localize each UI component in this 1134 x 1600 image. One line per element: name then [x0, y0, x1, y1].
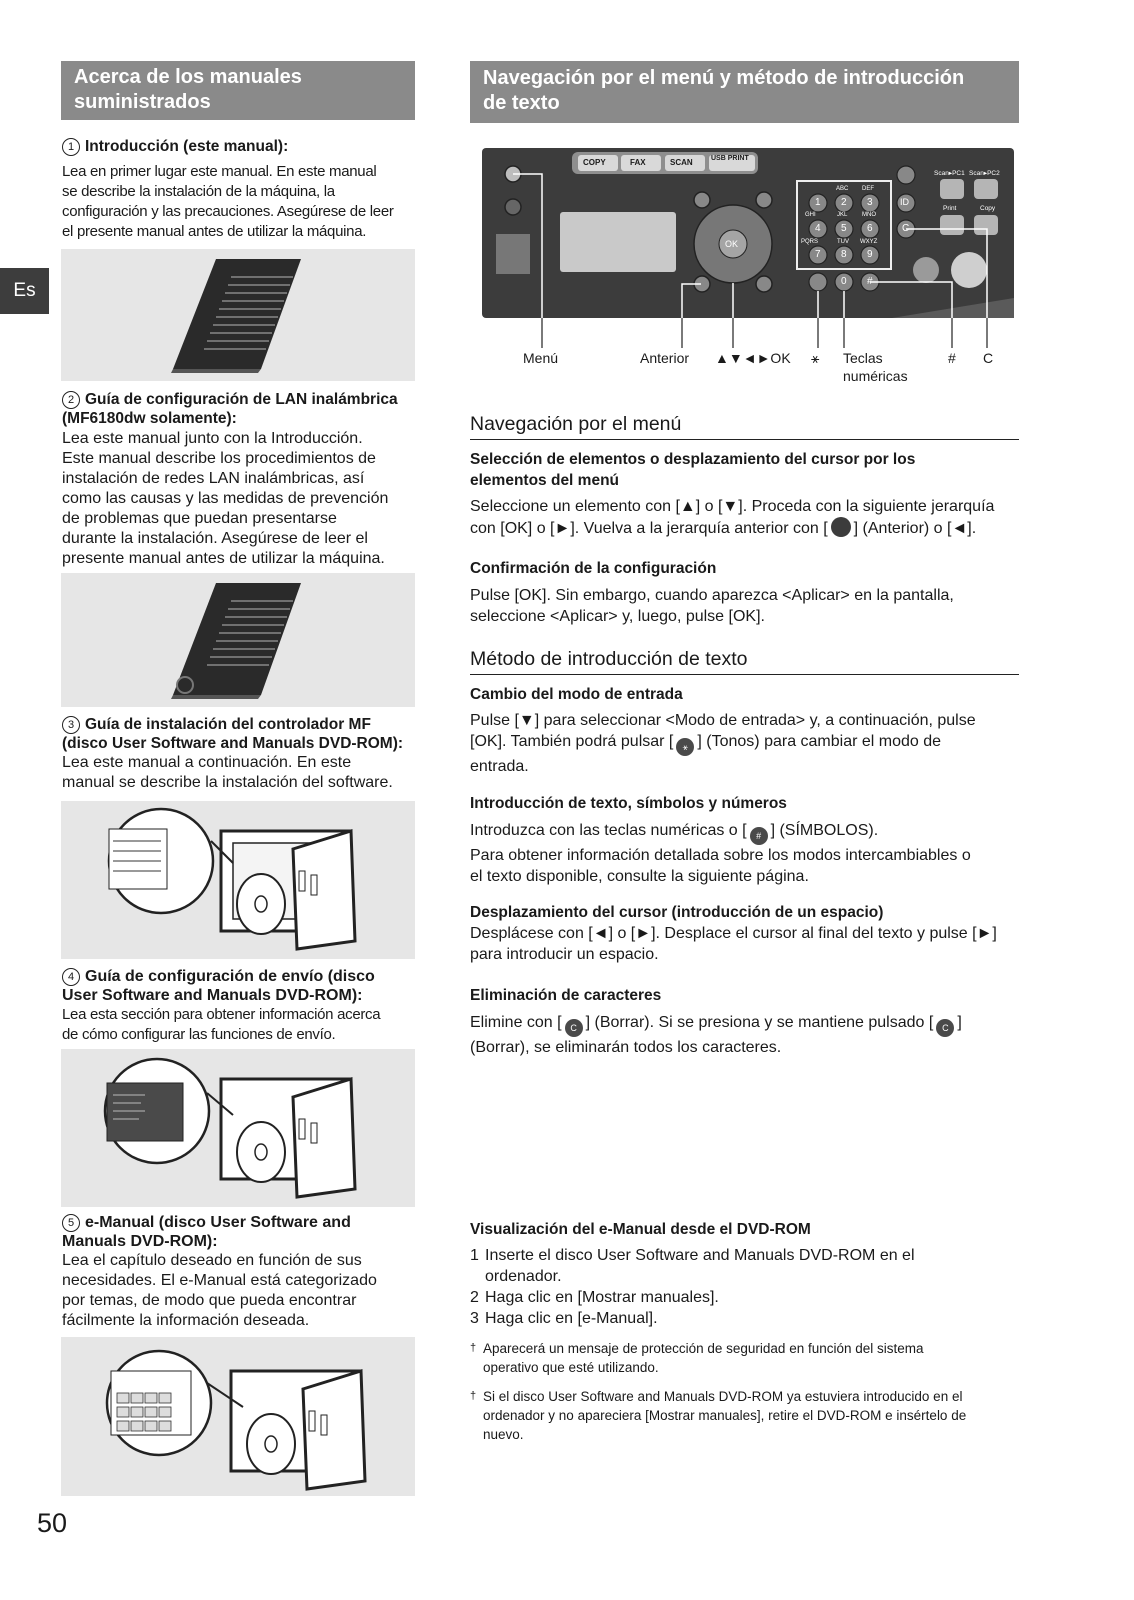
input-sub-3-body	[470, 923, 1030, 965]
dvd-step	[470, 1287, 1030, 1308]
booklet-icon	[61, 573, 415, 707]
panel-btn-usb-print: USB PRINT	[711, 155, 749, 162]
step-text: ordenador.	[485, 1268, 562, 1285]
item-3-line: Lea este manual a continuación. En este	[62, 754, 352, 771]
item-5-line: Lea el capítulo deseado en función de sus	[62, 1252, 362, 1269]
label-tone: ⚹	[811, 350, 820, 366]
text-fragment: [OK]. También podrá pulsar [	[470, 733, 674, 750]
monitor-dvd-icon	[61, 1049, 415, 1207]
item-1-line: se describe la instalación de la máquina, la	[62, 183, 335, 200]
input-sub-1-body	[470, 710, 1030, 777]
input-sub-4: Eliminación de caracteres	[470, 987, 662, 1004]
panel-key-mno: MNO	[862, 212, 876, 218]
panel-key-abc: ABC	[836, 186, 849, 192]
nav-sub-1-line: elementos del menú	[470, 472, 620, 489]
item-3-body	[62, 753, 422, 793]
nav-sub-1-body	[470, 496, 1030, 539]
label-numeric-1: Teclas	[843, 350, 883, 366]
panel-scan-pc1: Scan▸PC1	[934, 170, 965, 177]
step-text: Inserte el disco User Software and Manuals DVD-ROM en el	[485, 1247, 915, 1264]
panel-key-2: 2	[841, 197, 847, 208]
input-sub-2: Introducción de texto, símbolos y números	[470, 795, 787, 812]
illustration-booklet-1	[61, 249, 415, 381]
step-text: Haga clic en [e-Manual].	[485, 1310, 658, 1327]
dvd-note-1	[470, 1339, 1030, 1377]
input-sub-4-line: (Borrar), se eliminarán todos los caracteres.	[470, 1039, 782, 1056]
note-mark: †	[470, 1390, 477, 1402]
booklet-icon	[61, 249, 415, 381]
back-key-icon	[831, 517, 851, 537]
text-fragment: ] (Borrar). Si se presiona y se mantiene pulsado [	[585, 1014, 934, 1031]
nav-sub-1-line: Selección de elementos o desplazamiento del cursor por los	[470, 451, 916, 468]
item-1-body	[62, 162, 422, 242]
panel-key-1: 1	[815, 197, 821, 208]
text-fragment: Elimine con [	[470, 1014, 562, 1031]
item-4-line: Lea esta sección para obtener información acerca	[62, 1006, 381, 1023]
panel-key-ghi: GHI	[805, 212, 816, 218]
text-fragment: con [OK] o [►]. Vuelva a la jerarquía anterior con [	[470, 520, 828, 537]
step-number: 1	[470, 1247, 479, 1264]
panel-btn-fax: FAX	[630, 158, 646, 167]
panel-copy: Copy	[980, 205, 996, 212]
nav-section-title: Navegación por el menú	[470, 413, 1019, 440]
language-tab: Es	[0, 268, 49, 314]
label-c: C	[983, 350, 994, 366]
panel-key-5: 5	[841, 223, 847, 234]
note-mark: †	[470, 1342, 477, 1354]
input-sub-1-line: entrada.	[470, 758, 529, 775]
text-fragment: ] (Anterior) o [◄].	[853, 520, 977, 537]
item-5-line: por temas, de modo que pueda encontrar	[62, 1292, 357, 1309]
text-fragment: Introduzca con las teclas numéricas o [	[470, 822, 747, 839]
dvd-note-2	[470, 1387, 1030, 1444]
control-panel	[482, 148, 1014, 350]
monitor-dvd-icon	[61, 801, 415, 959]
hash-key-icon: #	[750, 827, 768, 845]
item-3-number: 3	[62, 716, 80, 734]
page-number: 50	[37, 1508, 68, 1538]
input-sub-1: Cambio del modo de entrada	[470, 686, 683, 703]
nav-sub-2-body-line: seleccione <Aplicar> y, luego, pulse [OK].	[470, 608, 765, 625]
item-5-title-text: Manuals DVD-ROM):	[62, 1233, 218, 1250]
illustration-monitor-dvd-2	[61, 1049, 415, 1207]
item-2-title-text: (MF6180dw solamente):	[62, 410, 237, 427]
note-line: Aparecerá un mensaje de protección de seguridad en función del sistema	[483, 1341, 924, 1356]
illustration-booklet-2	[61, 573, 415, 707]
nav-sub-2-body	[470, 585, 1030, 627]
item-5-number: 5	[62, 1214, 80, 1232]
item-2-line: Este manual describe los procedimientos de	[62, 450, 376, 467]
panel-key-wxyz: WXYZ	[860, 239, 878, 245]
step-number: 3	[470, 1310, 479, 1327]
nav-sub-1-body-line: Seleccione un elemento con [▲] o [▼]. Proceda con la siguiente jerarquía	[470, 498, 995, 515]
dvd-step	[470, 1245, 1030, 1266]
panel-key-pqrs: PQRS	[801, 239, 819, 245]
input-sub-2-line: Para obtener información detallada sobre los modos intercambiables o	[470, 847, 971, 864]
item-1-line: el presente manual antes de utilizar la máquina.	[62, 223, 367, 240]
dvd-step	[470, 1308, 1030, 1329]
monitor-dvd-icon	[61, 1337, 415, 1496]
panel-key-9: 9	[867, 249, 873, 260]
item-1-line: configuración y las precauciones. Asegúrese de leer	[62, 203, 394, 220]
text-fragment: ] (SÍMBOLOS).	[770, 822, 879, 839]
item-5-line: necesidades. El e-Manual está categorizado	[62, 1272, 377, 1289]
panel-key-8: 8	[841, 249, 847, 260]
note-line: operativo que esté utilizando.	[483, 1360, 659, 1375]
item-4-body	[62, 1005, 422, 1045]
panel-key-6: 6	[867, 223, 873, 234]
panel-key-4: 4	[815, 223, 821, 234]
step-number: 2	[470, 1289, 479, 1306]
panel-key-jkl: JKL	[837, 212, 848, 218]
panel-btn-copy: COPY	[583, 158, 606, 167]
nav-sub-1	[470, 449, 915, 491]
dvd-title: Visualización del e-Manual desde el DVD-ROM	[470, 1221, 811, 1238]
dvd-steps	[470, 1245, 1030, 1329]
item-4-title-text: Guía de configuración de envío (disco	[85, 968, 375, 985]
input-sub-4-body	[470, 1012, 1030, 1058]
item-5-title	[62, 1213, 351, 1251]
c-key-icon: C	[936, 1019, 954, 1037]
input-sub-3-line: para introducir un espacio.	[470, 946, 659, 963]
item-2-body	[62, 429, 422, 569]
right-section-header	[470, 61, 1019, 123]
item-4-title-text: User Software and Manuals DVD-ROM):	[62, 987, 363, 1004]
note-text	[483, 1339, 924, 1377]
note-line: Si el disco User Software and Manuals DVD-ROM ya estuviera introducido en el	[483, 1389, 963, 1404]
input-sub-3-line: Desplácese con [◄] o [►]. Desplace el cursor al final del texto y pulse [►]	[470, 925, 997, 942]
nav-sub-2-body-line: Pulse [OK]. Sin embargo, cuando aparezca <Aplicar> en la pantalla,	[470, 587, 954, 604]
text-fragment: ]	[957, 1014, 962, 1031]
panel-key-7: 7	[815, 249, 821, 260]
input-sub-2-body	[470, 820, 1030, 887]
panel-key-def: DEF	[862, 186, 874, 192]
note-text	[483, 1387, 966, 1444]
item-2-line: como las causas y las medidas de prevención	[62, 490, 389, 507]
item-1-title	[62, 137, 288, 156]
item-2-line: instalación de redes LAN inalámbricas, así	[62, 470, 365, 487]
input-sub-3: Desplazamiento del cursor (introducción de un espacio)	[470, 904, 884, 921]
text-fragment: ] (Tonos) para cambiar el modo de	[697, 733, 942, 750]
panel-key-tuv: TUV	[837, 239, 849, 245]
panel-scan-pc2: Scan▸PC2	[969, 170, 1000, 177]
left-section-header	[61, 61, 415, 120]
panel-key-0: 0	[841, 276, 847, 287]
item-2-title	[62, 390, 398, 428]
label-back: Anterior	[640, 350, 690, 366]
item-3-title	[62, 715, 403, 753]
input-sub-1-line: Pulse [▼] para seleccionar <Modo de entrada> y, a continuación, pulse	[470, 712, 976, 729]
label-hash: #	[948, 350, 956, 366]
panel-ok-label: OK	[725, 239, 739, 249]
right-header-line1: Navegación por el menú y método de introducción	[483, 67, 965, 89]
tone-key-icon: ⚹	[676, 738, 694, 756]
illustration-monitor-dvd-3	[61, 1337, 415, 1496]
item-2-number: 2	[62, 391, 80, 409]
item-3-title-text: Guía de instalación del controlador MF	[85, 716, 371, 733]
input-sub-2-line: el texto disponible, consulte la siguiente página.	[470, 868, 809, 885]
item-2-line: de problemas que puedan presentarse	[62, 510, 337, 527]
item-2-line: presente manual antes de utilizar la máquina.	[62, 550, 385, 567]
step-text: Haga clic en [Mostrar manuales].	[485, 1289, 719, 1306]
item-4-number: 4	[62, 968, 80, 986]
panel-key-hash: #	[867, 276, 873, 287]
label-menu: Menú	[523, 350, 559, 366]
item-5-title-text: e-Manual (disco User Software and	[85, 1214, 351, 1231]
input-section-title: Método de introducción de texto	[470, 648, 1019, 675]
left-header-line2: suministrados	[74, 91, 211, 113]
item-4-line: de cómo configurar las funciones de envío.	[62, 1026, 336, 1043]
illustration-monitor-dvd-1	[61, 801, 415, 959]
item-3-line: manual se describe la instalación del software.	[62, 774, 393, 791]
panel-print: Print	[943, 205, 957, 212]
left-header-line1: Acerca de los manuales	[74, 66, 302, 88]
item-1-title-text: Introducción (este manual):	[85, 138, 289, 155]
input-sub-2-line	[470, 820, 1030, 845]
nav-sub-2: Confirmación de la configuración	[470, 560, 717, 577]
item-2-line: durante la instalación. Asegúrese de leer el	[62, 530, 368, 547]
input-sub-1-line	[470, 731, 1030, 756]
item-2-title-text: Guía de configuración de LAN inalámbrica	[85, 391, 398, 408]
label-arrows-ok: ▲▼◄►OK	[715, 350, 791, 366]
control-panel-illustration	[482, 148, 1014, 350]
note-line: nuevo.	[483, 1427, 524, 1442]
panel-key-id: ID	[900, 197, 909, 207]
c-key-icon: C	[565, 1019, 583, 1037]
label-numeric-2: numéricas	[843, 368, 908, 384]
note-line: ordenador y no apareciera [Mostrar manuales], retire el DVD-ROM e insértelo de	[483, 1408, 967, 1423]
item-5-body	[62, 1251, 422, 1331]
panel-key-3: 3	[867, 197, 873, 208]
item-4-title	[62, 967, 375, 1005]
item-1-line: Lea en primer lugar este manual. En este manual	[62, 163, 377, 180]
panel-btn-scan: SCAN	[670, 158, 693, 167]
input-sub-4-line	[470, 1012, 1030, 1037]
item-2-line: Lea este manual junto con la Introducción.	[62, 430, 363, 447]
item-1-number: 1	[62, 138, 80, 156]
nav-sub-1-body-line	[470, 517, 1030, 539]
right-header-line2: de texto	[483, 92, 560, 114]
panel-key-c: C	[902, 223, 910, 234]
item-5-line: fácilmente la información deseada.	[62, 1312, 310, 1329]
item-3-title-text: (disco User Software and Manuals DVD-ROM):	[62, 735, 404, 752]
